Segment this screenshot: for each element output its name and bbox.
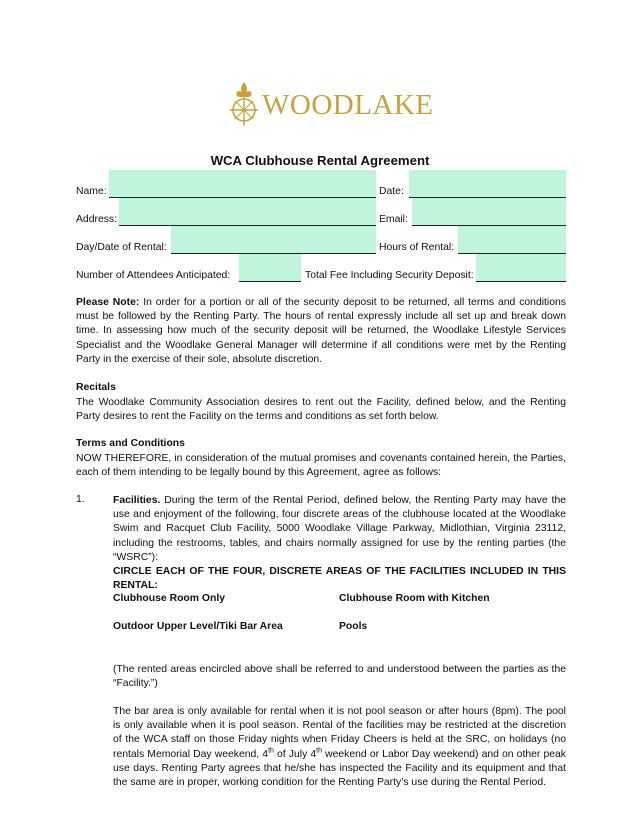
attendees-label: Number of Attendees Anticipated:	[76, 270, 231, 281]
logo-wordmark: WOODLAKE	[262, 89, 434, 121]
fee-field[interactable]	[476, 254, 566, 282]
area-outdoor-upper-level[interactable]: Outdoor Upper Level/Tiki Bar Area	[113, 621, 283, 632]
circle-instruction: CIRCLE EACH OF THE FOUR, DISCRETE AREAS OF THE FACILITIES INCLUDED IN THIS RENTAL:	[113, 566, 566, 592]
area-pools[interactable]: Pools	[339, 621, 368, 632]
date-label: Date:	[379, 186, 404, 197]
woodlake-logo	[228, 80, 434, 130]
hours-label: Hours of Rental:	[379, 242, 455, 253]
email-field[interactable]	[412, 198, 566, 226]
hours-field[interactable]	[458, 226, 566, 254]
superscript-th: th	[316, 747, 323, 755]
please-note-paragraph	[76, 296, 566, 367]
day-date-field[interactable]	[171, 226, 376, 254]
bar-text-3: weekend or Labor Day weekend) and on other peak use days. Renting Party agrees that he/she has inspected the Facility and its equipment and that the same are in proper, working condition for the Renting Party’s use during the Rental Period.	[113, 748, 567, 789]
facilities-paragraph	[113, 494, 566, 565]
please-note-text: In order for a portion or all of the security deposit to be returned, all terms and conditions must be followed by the Renting Party. The hours of rental expressly include all set up and break down time. In assessing how much of the security deposit will be returned, the Woodlake Lifestyle Services Specialist and the Woodlake General Manager will determine if all conditions were met by the Renting Party in the exercise of their sole, absolute discretion.	[76, 297, 566, 365]
address-field[interactable]	[119, 198, 376, 226]
facilities-text: During the term of the Rental Period, defined below, the Renting Party may have the use and enjoyment of the following, four discrete areas of the clubhouse located at the Woodlake Swim and Racquet Club Facility, 5000 Woodlake Village Parkway, Midlothian, Virginia 23112, including the restrooms, tables, and chairs normally assigned for use by the renting parties (the “WSRC”):	[113, 495, 566, 563]
recitals-heading: Recitals	[76, 382, 116, 393]
facility-definition-note: (The rented areas encircled above shall be referred to and understood between the parties as the “Facility.”)	[113, 664, 566, 690]
bar-text-2: of July 4	[273, 748, 317, 760]
attendees-field[interactable]	[239, 254, 301, 282]
day-date-label: Day/Date of Rental:	[76, 242, 167, 253]
address-label: Address:	[76, 214, 118, 225]
terms-text: NOW THEREFORE, in consideration of the mutual promises and covenants contained herein, the Parties, each of them intending to be legally bound by this Agreement, agree as follows:	[76, 453, 566, 479]
email-label: Email:	[379, 214, 408, 225]
section-number: 1.	[76, 494, 85, 505]
bar-text-1: The bar area is only available for rental when it is not pool season or after hours (8pm). The pool is only available when it is pool season. Rental of the facilities may be restricted at the discretion of the WCA staff on those Friday nights when Friday Cheers is held at the SRC, on holidays (no rentals Memorial Day weekend, 4	[113, 706, 566, 760]
name-field[interactable]	[109, 170, 376, 198]
attendees-fee-row	[76, 264, 566, 282]
area-clubhouse-room-with-kitchen[interactable]: Clubhouse Room with Kitchen	[339, 593, 490, 604]
facilities-label: Facilities.	[113, 495, 161, 506]
name-label: Name:	[76, 186, 107, 197]
fee-label: Total Fee Including Security Deposit:	[305, 270, 474, 281]
page-title: WCA Clubhouse Rental Agreement	[210, 153, 430, 168]
rental-date-hours-row	[76, 236, 566, 254]
area-clubhouse-room-only[interactable]: Clubhouse Room Only	[113, 593, 225, 604]
recitals-text: The Woodlake Community Association desires to rent out the Facility, defined below, and the Renting Party desires to rent the Facility on the terms and conditions as set forth below.	[76, 397, 566, 423]
terms-heading: Terms and Conditions	[76, 438, 185, 449]
superscript-th: th	[268, 747, 274, 755]
date-field[interactable]	[409, 170, 566, 198]
fleur-de-lis-compass-icon	[228, 80, 260, 130]
name-date-row	[76, 180, 566, 198]
address-email-row	[76, 208, 566, 226]
please-note-label: Please Note:	[76, 297, 140, 308]
bar-area-paragraph	[113, 705, 566, 790]
